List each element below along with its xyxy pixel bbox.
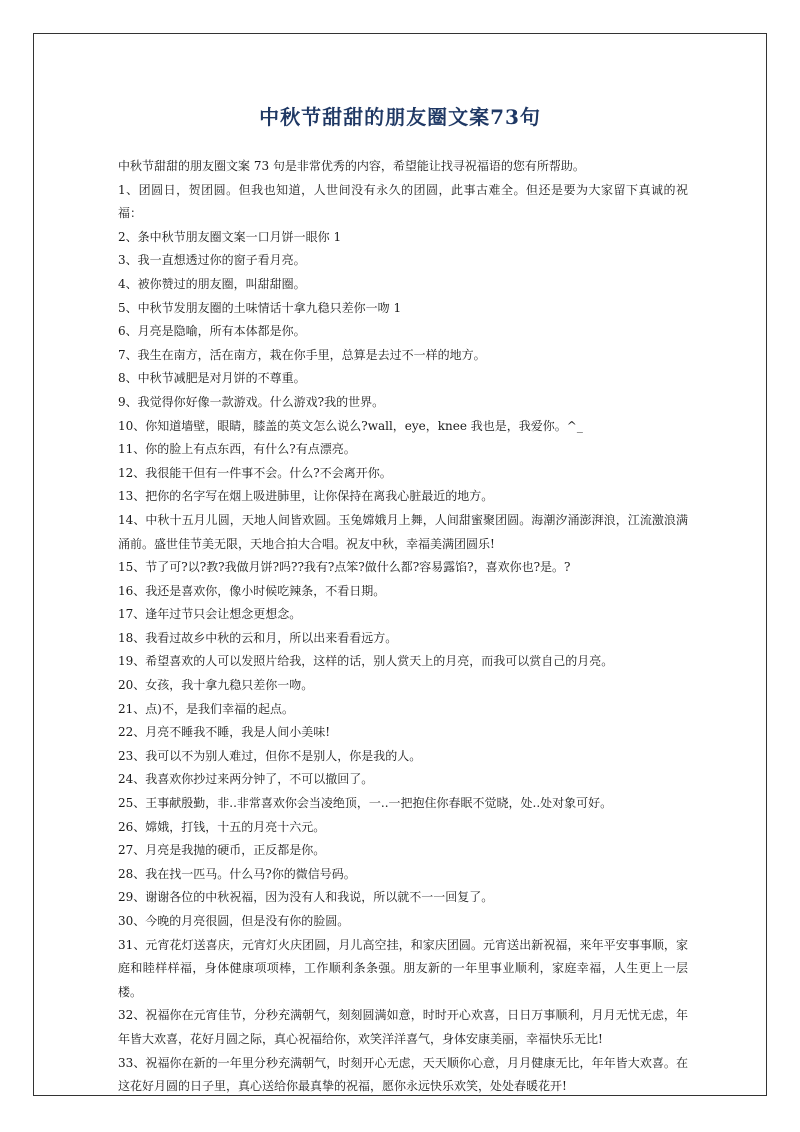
list-item: 20、女孩，我十拿九稳只差你一吻。 (118, 678, 314, 693)
list-item: 15、节了可?以?教?我做月饼?吗??我有?点笨?做什么都?容易露馅?，喜欢你也?是。? (118, 560, 571, 575)
list-item: 8、中秋节减肥是对月饼的不尊重。 (118, 371, 306, 386)
list-item: 17、逢年过节只会让想念更想念。 (118, 607, 302, 622)
list-item: 6、月亮是隐喻，所有本体都是你。 (118, 324, 306, 339)
list-item: 9、我觉得你好像一款游戏。什么游戏?我的世界。 (118, 394, 385, 409)
list-item: 21、点)不，是我们幸福的起点。 (118, 701, 294, 716)
list-item: 4、被你赞过的朋友圈，叫甜甜圈。 (118, 276, 306, 291)
list-item: 22、月亮不睡我不睡，我是人间小美味! (118, 725, 331, 740)
list-item: 5、中秋节发朋友圈的土味情话十拿九稳只差你一吻 1 (118, 300, 402, 315)
list-item: 23、我可以不为别人难过，但你不是别人，你是我的人。 (118, 748, 422, 763)
list-item: 33、祝福你在新的一年里分秒充满朝气，时刻开心无虑，天天顺你心意，月月健康无比，年年皆大欢喜。在这花好月圆的日子里，真心送给你最真挚的祝福，愿你永远快乐欢笑，处处春暖花开! (118, 1055, 688, 1094)
list-item: 19、希望喜欢的人可以发照片给我，这样的话，别人赏天上的月亮，而我可以赏自己的月亮。 (118, 654, 614, 669)
list-item: 2、条中秋节朋友圈文案一口月饼一眼你 1 (118, 229, 342, 244)
list-item: 7、我生在南方，活在南方，栽在你手里，总算是去过不一样的地方。 (118, 347, 486, 362)
list-item: 3、我一直想透过你的窗子看月亮。 (118, 253, 306, 268)
list-item: 26、嫦娥，打钱，十五的月亮十六元。 (118, 819, 326, 834)
list-item: 14、中秋十五月儿圆，天地人间皆欢圆。玉兔嫦娥月上舞，人间甜蜜聚团圆。海潮汐涌澎湃浪，江流激浪满涌前。盛世佳节美无限，天地合拍大合唱。祝友中秋，幸福美满团圆乐! (118, 512, 688, 551)
list-item: 11、你的脸上有点东西，有什么?有点漂亮。 (118, 442, 356, 457)
document-body (118, 155, 688, 1099)
list-item: 24、我喜欢你抄过来两分钟了，不可以撤回了。 (118, 772, 374, 787)
list-item: 25、王事献殷勤，非..非常喜欢你会当凌绝顶，一..一把抱住你春眠不觉晓，处..处对象可好。 (118, 796, 613, 811)
list-item: 16、我还是喜欢你，像小时候吃辣条，不看日期。 (118, 583, 386, 598)
document-title: 中秋节甜甜的朋友圈文案73句 (259, 105, 541, 129)
list-item: 27、月亮是我抛的硬币，正反都是你。 (118, 843, 326, 858)
list-item: 32、祝福你在元宵佳节，分秒充满朝气，刻刻圆满如意，时时开心欢喜，日日万事顺利，月月无忧无虑，年年皆大欢喜，花好月圆之际，真心祝福给你，欢笑洋洋喜气，身体安康美丽，幸福快乐无比! (118, 1008, 688, 1046)
intro-paragraph: 中秋节甜甜的朋友圈文案 73 句是非常优秀的内容，希望能让找寻祝福语的您有所帮助。 (118, 159, 585, 173)
list-item: 28、我在找一匹马。什么马?你的微信号码。 (118, 866, 356, 881)
list-item: 31、元宵花灯送喜庆，元宵灯火庆团圆，月儿高空挂，和家庆团圆。元宵送出新祝福，来年平安事事顺，家庭和睦样样福，身体健康项项棒，工作顺利条条强。朋友新的一年里事业顺利，家庭幸福，人生更上一层楼。 (118, 937, 688, 999)
list-item: 30、今晚的月亮很圆，但是没有你的脸圆。 (118, 914, 350, 928)
list-item: 18、我看过故乡中秋的云和月，所以出来看看远方。 (118, 630, 398, 645)
list-item: 10、你知道墙壁，眼睛，膝盖的英文怎么说么?wall，eye，knee 我也是，我爱你。^_ (118, 418, 583, 433)
list-item: 29、谢谢各位的中秋祝福，因为没有人和我说，所以就不一一回复了。 (118, 890, 494, 905)
list-item: 13、把你的名字写在烟上吸进肺里，让你保持在离我心脏最近的地方。 (118, 489, 494, 504)
list-item: 1、团圆日，贺团圆。但我也知道，人世间没有永久的团圆，此事古难全。但还是要为大家留下真诚的祝福： (118, 182, 688, 221)
list-item: 12、我很能干但有一件事不会。什么?不会离开你。 (118, 465, 392, 480)
